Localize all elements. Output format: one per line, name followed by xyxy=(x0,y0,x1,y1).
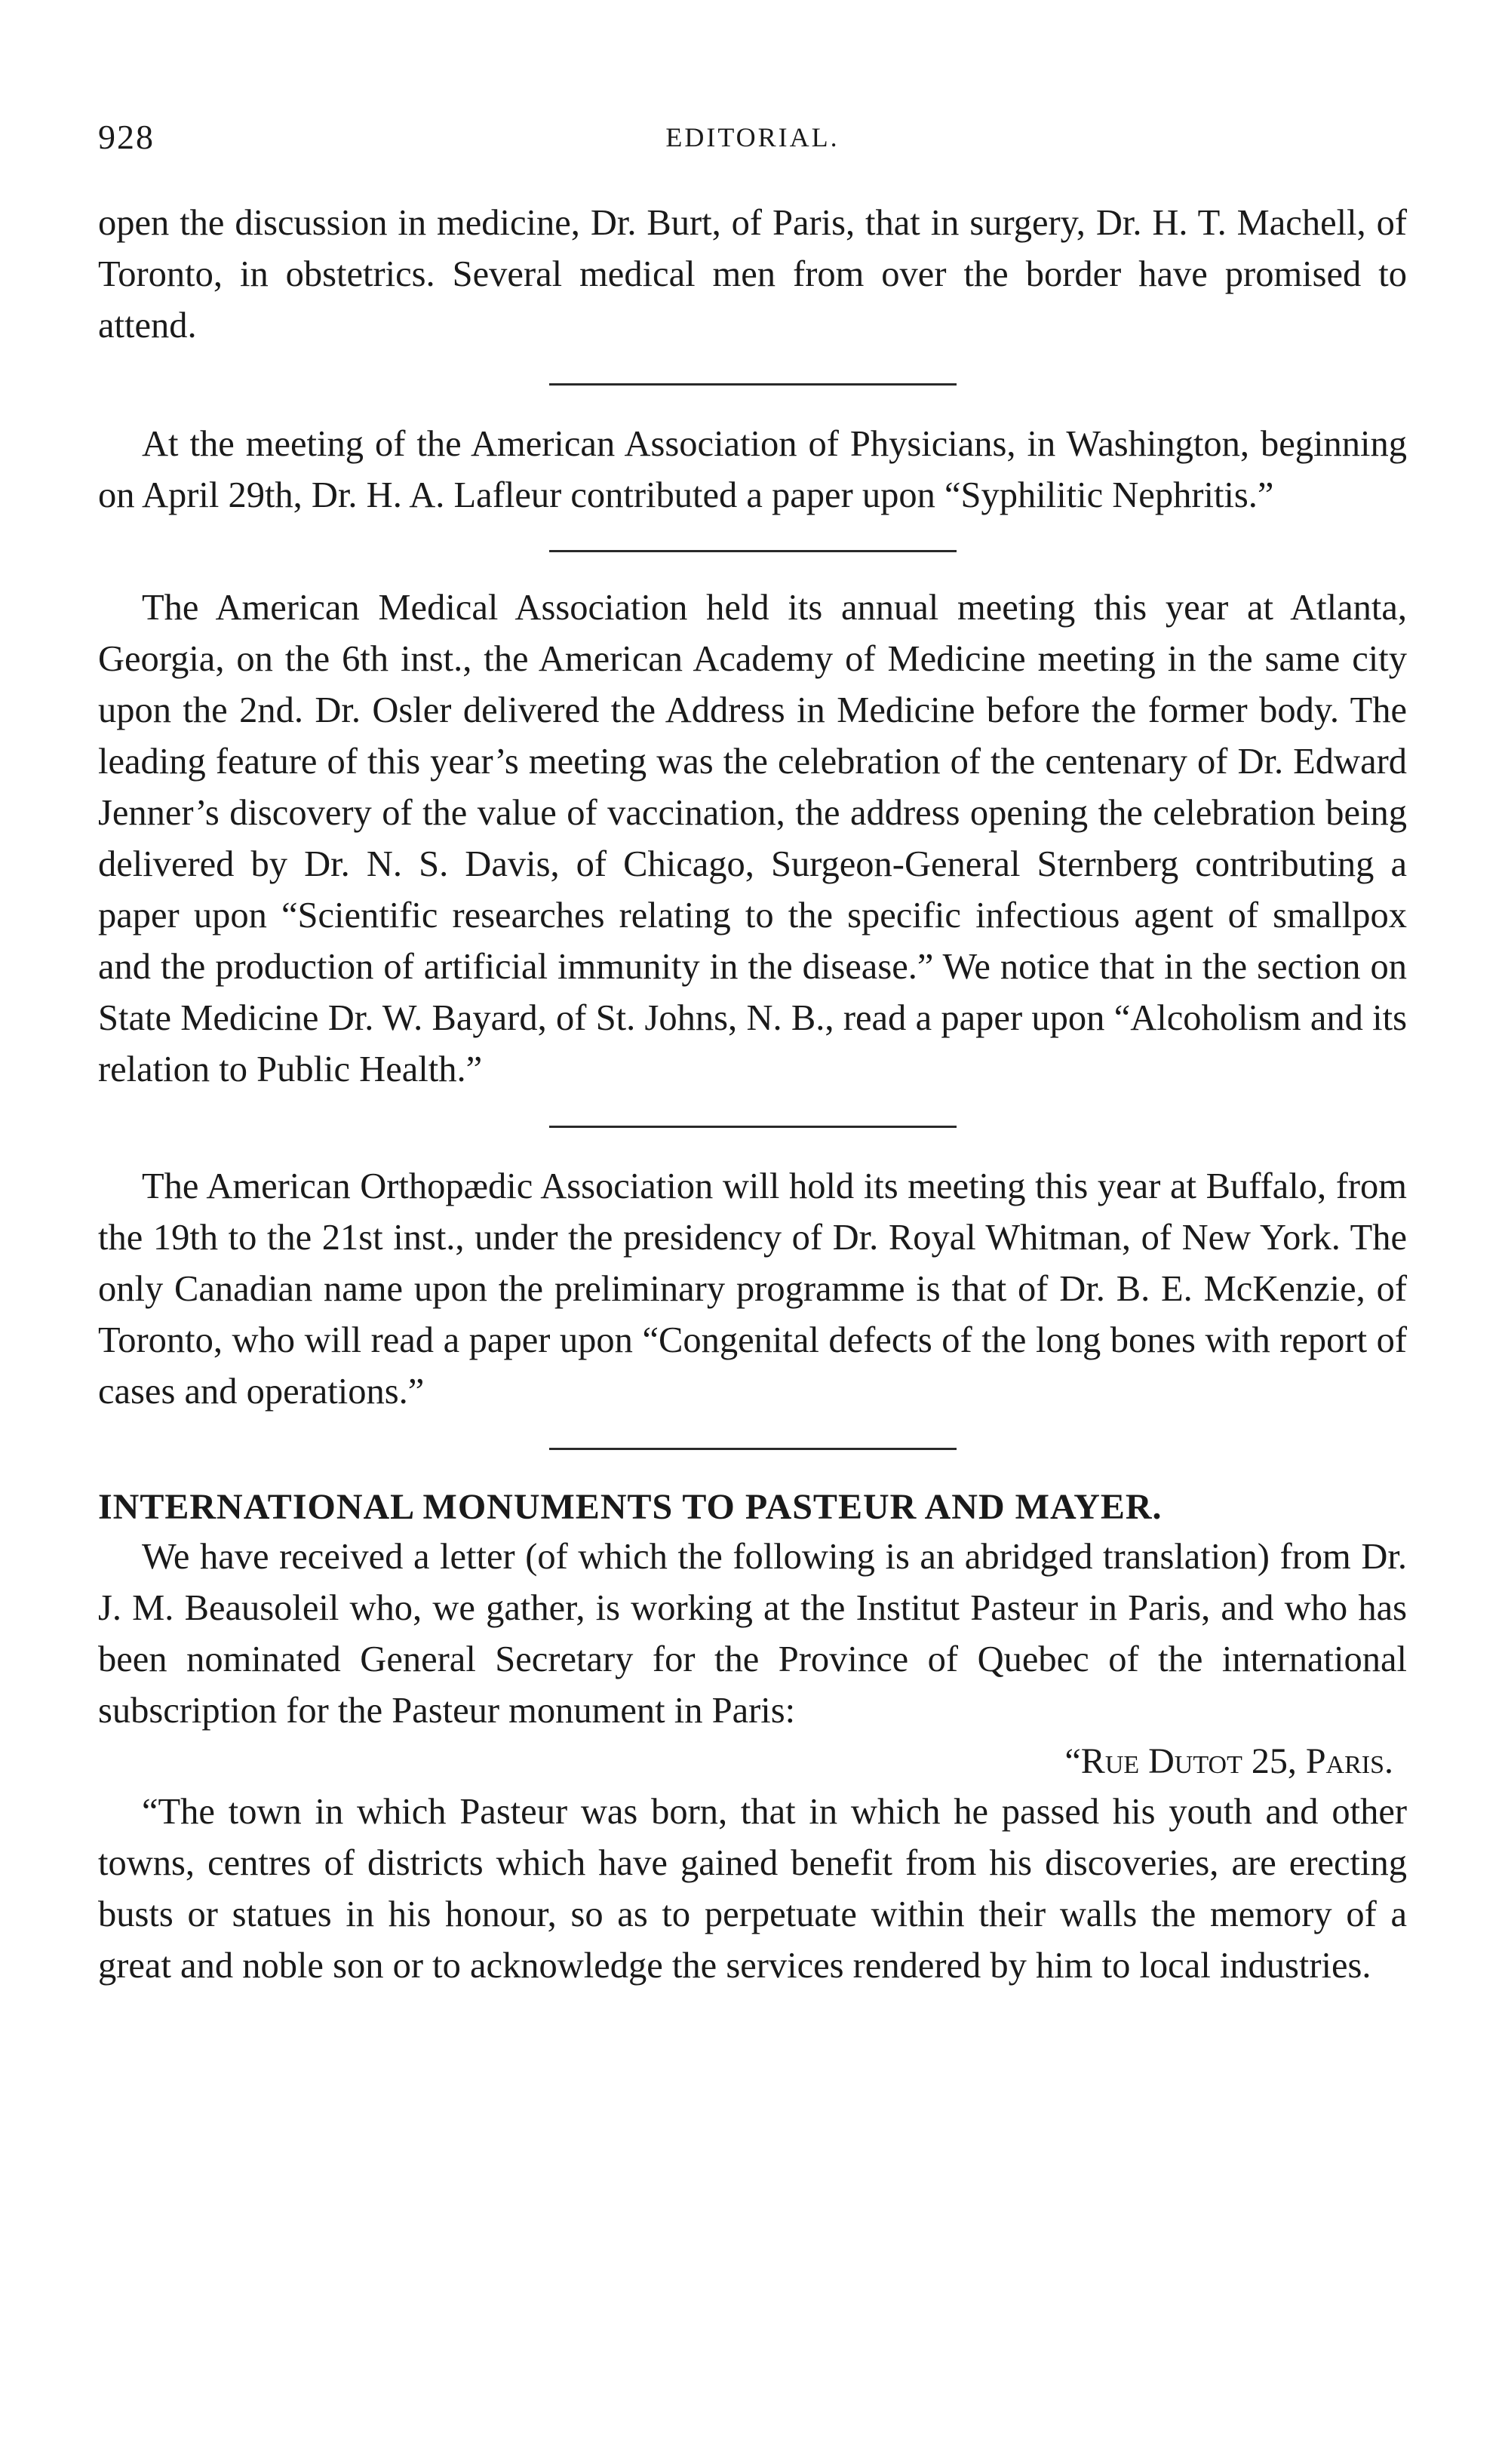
page-header xyxy=(98,117,1407,162)
section-divider xyxy=(549,383,957,386)
page-body xyxy=(98,198,1407,1992)
section-heading: INTERNATIONAL MONUMENTS TO PASTEUR AND MAYER. xyxy=(98,1487,1163,1527)
paragraph-continued: open the discussion in medicine, Dr. Burt, of Paris, that in surgery, Dr. H. T. Machell, of Toronto, in obstetrics. Several medical men from over the border have promised to attend. xyxy=(98,203,1407,346)
letter-dateline: “Rue Dutot 25, Paris. xyxy=(1064,1741,1393,1781)
paragraph-beausoleil-letter: We have received a letter (of which the following is an abridged translation) from Dr. J. M. Beausoleil who, we gather, is working at the Institut Pasteur in Paris, and who has been nominated General Secretary for the Province of Quebec of the international subscription for the Pasteur monument in Paris: xyxy=(98,1537,1407,1731)
paragraph-orthopaedic-association: The American Orthopædic Association will hold its meeting this year at Buffalo, from the 19th to the 21st inst., under the presidency of Dr. Royal Whitman, of New York. The only Canadian name upon the preliminary programme is that of Dr. B. E. McKenzie, of Toronto, who will read a paper upon “Congenital defects of the long bones with report of cases and operations.” xyxy=(98,1166,1407,1412)
paragraph-letter-body: “The town in which Pasteur was born, that in which he passed his youth and other towns, centres of districts which have gained benefit from his discoveries, are erecting busts or statues in his honour, so as to perpetuate within their walls the memory of a great and noble son or to acknowledge the services rendered by him to local industries. xyxy=(98,1792,1407,1986)
paragraph-physicians-association: At the meeting of the American Association of Physicians, in Washington, beginning on April 29th, Dr. H. A. Lafleur contributed a paper upon “Syphilitic Nephritis.” xyxy=(98,424,1407,515)
paragraph-medical-association: The American Medical Association held its annual meeting this year at Atlanta, Georgia, on the 6th inst., the American Academy of Medicine meeting in the same city upon the 2nd. Dr. Osler delivered the Address in Medicine before the former body. The leading feature of this year’s meeting was the celebration of the centenary of Dr. Edward Jenner’s discovery of the value of vaccination, the address opening the celebration being delivered by Dr. N. S. Davis, of Chicago, Surgeon-General Sternberg contributing a paper upon “Scientific researches relating to the specific infectious agent of smallpox and the production of artificial immunity in the disease.” We notice that in the section on State Medicine Dr. W. Bayard, of St. Johns, N. B., read a paper upon “Alcoholism and its relation to Public Health.” xyxy=(98,588,1407,1089)
section-divider xyxy=(549,550,957,552)
running-head: EDITORIAL. xyxy=(665,122,840,152)
section-divider xyxy=(549,1448,957,1450)
page-number: 928 xyxy=(98,118,155,156)
section-divider xyxy=(549,1126,957,1128)
